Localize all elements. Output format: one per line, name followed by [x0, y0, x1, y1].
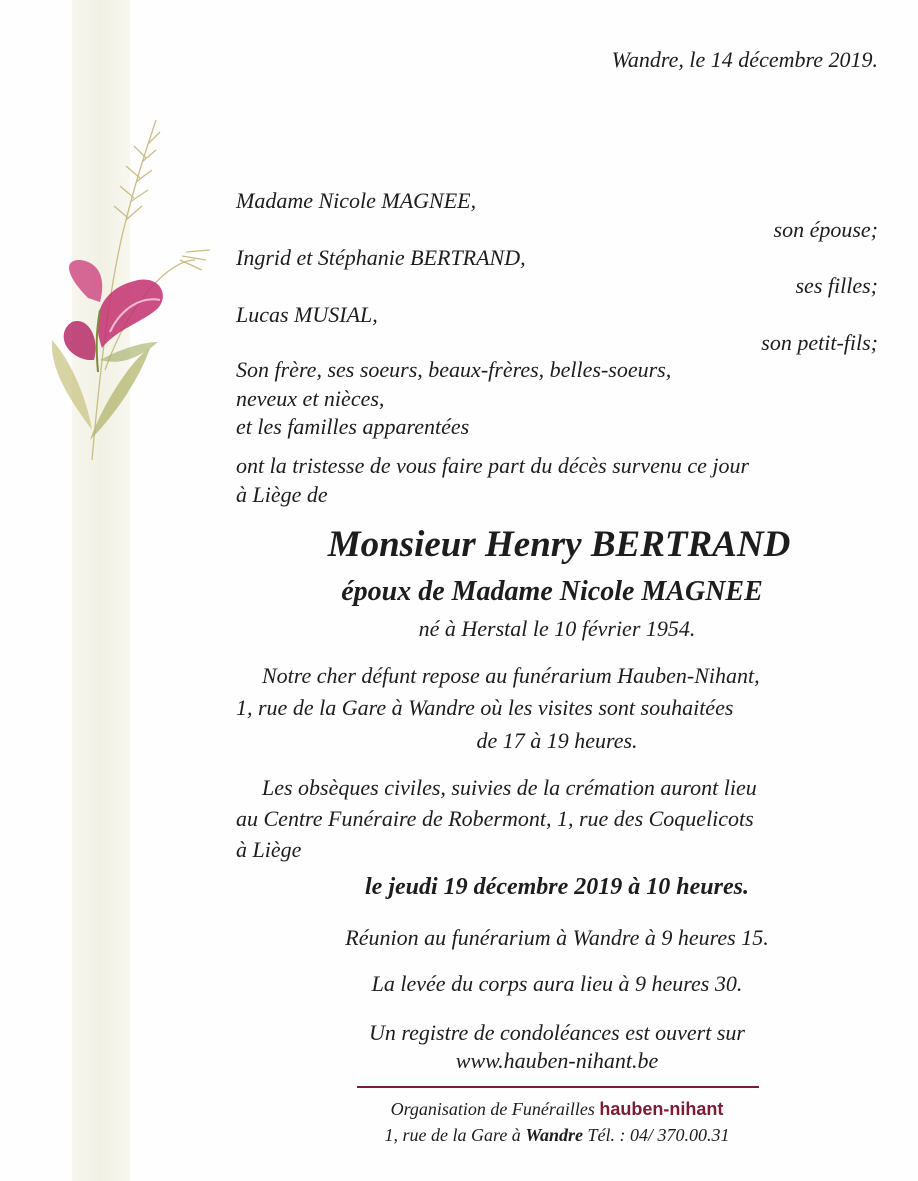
removal-info: La levée du corps aura lieu à 9 heures 30.: [371, 971, 743, 996]
deceased-spouse: époux de Madame Nicole MAGNEE: [341, 576, 763, 607]
family-relation-daughters: ses filles;: [795, 273, 878, 298]
deceased-name: Monsieur Henry BERTRAND: [327, 524, 791, 565]
visitation-hours: de 17 à 19 heures.: [476, 728, 638, 753]
extended-family-line: neveux et nièces,: [236, 386, 385, 411]
footer-org-label: Organisation de Funérailles: [390, 1099, 595, 1119]
deceased-birth: né à Herstal le 10 février 1954.: [418, 616, 696, 641]
extended-family-line: Son frère, ses soeurs, beaux-frères, belles-soeurs,: [236, 357, 672, 382]
footer-address: [236, 1122, 878, 1148]
family-name-spouse: Madame Nicole MAGNEE,: [236, 188, 477, 213]
footer-divider: [357, 1086, 759, 1088]
ceremony-line: au Centre Funéraire de Robermont, 1, rue des Coquelicots: [236, 806, 754, 831]
condolences-website: www.hauben-nihant.be: [455, 1048, 659, 1073]
visitation-line: Notre cher défunt repose au funérarium Hauben-Nihant,: [262, 663, 760, 688]
extended-family-line: et les familles apparentées: [236, 414, 470, 439]
family-name-grandson: Lucas MUSIAL,: [236, 302, 378, 327]
footer-phone: Tél. : 04/ 370.00.31: [587, 1125, 730, 1145]
ceremony-date: le jeudi 19 décembre 2019 à 10 heures.: [365, 874, 749, 900]
footer-organisation: [236, 1096, 878, 1122]
condolences-line: Un registre de condoléances est ouvert sur: [369, 1020, 745, 1045]
family-relation-grandson: son petit-fils;: [761, 330, 878, 355]
announcement-line: à Liège de: [236, 482, 328, 507]
place-date: Wandre, le 14 décembre 2019.: [611, 47, 878, 72]
family-relation-spouse: son épouse;: [773, 217, 878, 242]
family-name-daughters: Ingrid et Stéphanie BERTRAND,: [236, 245, 526, 270]
visitation-line: 1, rue de la Gare à Wandre où les visites sont souhaitées: [236, 695, 734, 720]
brand-logo: hauben-nihant: [599, 1099, 724, 1119]
calla-lily-illustration: [30, 110, 220, 470]
meeting-info: Réunion au funérarium à Wandre à 9 heures 15.: [345, 925, 769, 950]
ceremony-line: Les obsèques civiles, suivies de la crémation auront lieu: [262, 775, 757, 800]
ceremony-line: à Liège: [236, 837, 302, 862]
footer-address-street: 1, rue de la Gare à: [384, 1125, 521, 1145]
footer-address-town: Wandre: [525, 1125, 583, 1145]
announcement-line: ont la tristesse de vous faire part du décès survenu ce jour: [236, 453, 750, 478]
